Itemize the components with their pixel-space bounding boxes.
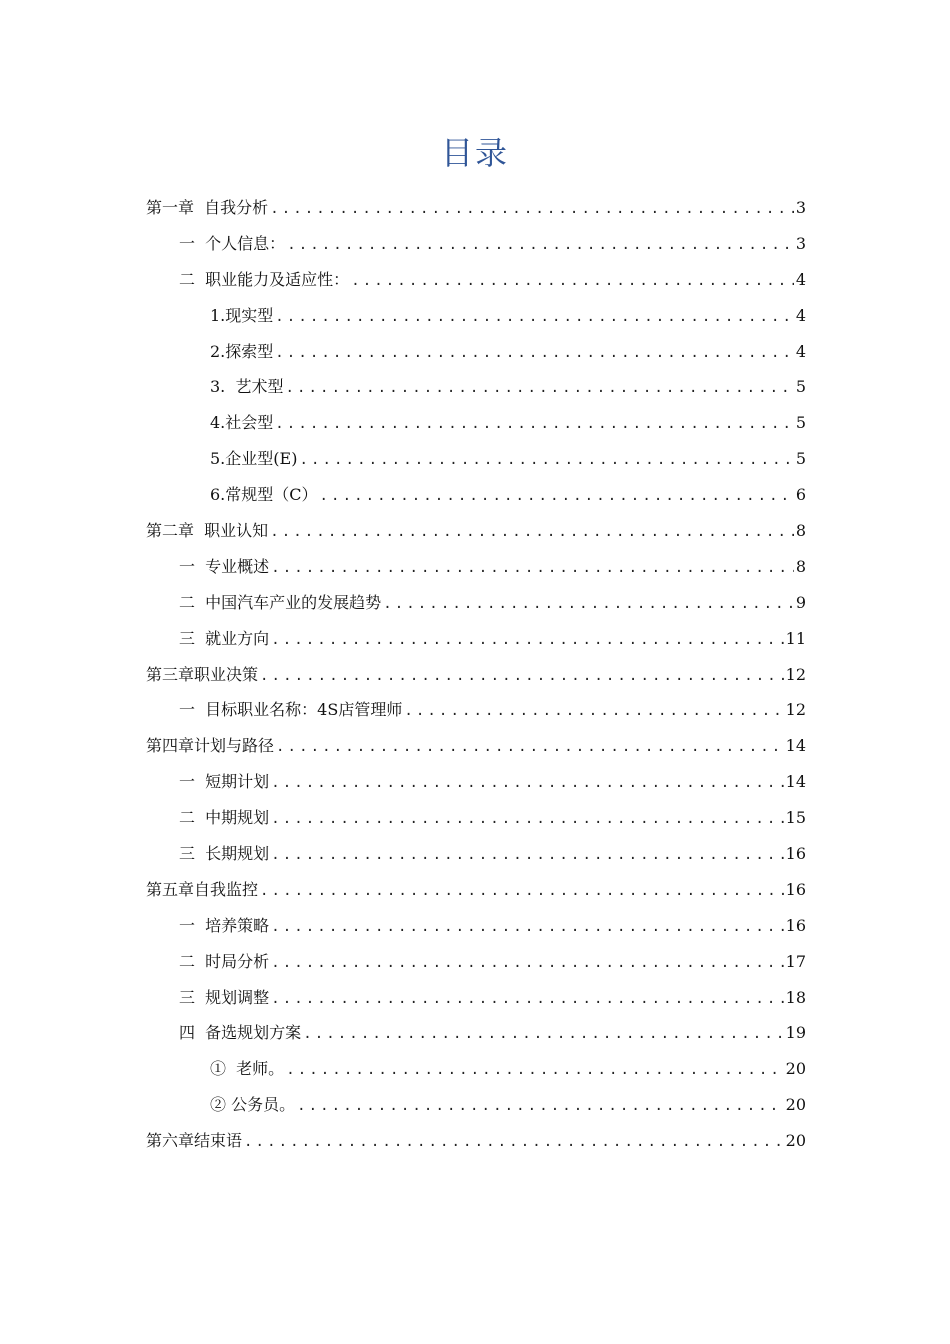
toc-entry-label: 一 培养策略: [179, 915, 270, 935]
toc-page-number: 16: [785, 915, 806, 935]
dot-leader: [271, 766, 783, 802]
toc-page-number: 20: [785, 1059, 806, 1079]
page-title: 目录: [440, 134, 509, 172]
toc-entry-chapter-3[interactable]: [146, 657, 806, 693]
toc-entry-label: 三 长期规划: [179, 844, 270, 864]
toc-entry-label: 四 备选规划方案: [179, 1023, 302, 1043]
toc-entry-label: 5.企业型(E): [210, 449, 298, 469]
toc-entry-label: 第一章 自我分析: [146, 198, 269, 217]
toc-entry[interactable]: [146, 441, 806, 477]
toc-entry[interactable]: [146, 585, 806, 621]
toc-entry-chapter-1[interactable]: [146, 190, 806, 226]
toc-page-number: 5: [795, 377, 806, 397]
toc-entry[interactable]: [146, 800, 806, 836]
dot-leader: [270, 515, 794, 551]
dot-leader: [271, 982, 783, 1018]
toc-entry-label: ② 公务员。: [210, 1095, 296, 1115]
table-of-contents: [146, 190, 806, 1159]
toc-page-number: 18: [785, 987, 806, 1007]
dot-leader: [275, 336, 794, 372]
toc-entry[interactable]: [146, 369, 806, 405]
dot-leader: [271, 946, 783, 982]
dot-leader: [271, 623, 783, 659]
toc-entry-label: 第五章自我监控: [146, 879, 259, 899]
dot-leader: [260, 659, 784, 695]
toc-entry[interactable]: [146, 549, 806, 585]
toc-entry-label: 第四章计划与路径: [146, 736, 275, 756]
toc-entry-chapter-2[interactable]: [146, 513, 806, 549]
toc-entry-label: 第六章结束语: [146, 1131, 243, 1151]
dot-leader: [303, 1017, 783, 1053]
dot-leader: [297, 1089, 784, 1125]
toc-entry-chapter-5[interactable]: [146, 872, 806, 908]
toc-entry-chapter-4[interactable]: [146, 728, 806, 764]
dot-leader: [286, 1053, 783, 1089]
dot-leader: [270, 192, 794, 228]
toc-entry-chapter-6[interactable]: [146, 1123, 806, 1159]
toc-page-number: 5: [795, 449, 806, 469]
toc-page-number: 16: [785, 844, 806, 864]
dot-leader: [351, 264, 794, 300]
toc-entry[interactable]: [146, 262, 806, 298]
dot-leader: [271, 910, 783, 946]
toc-entry-label: 一 个人信息：: [179, 233, 286, 253]
toc-page-number: 20: [785, 1131, 806, 1151]
dot-leader: [287, 228, 794, 264]
toc-entry[interactable]: [146, 334, 806, 370]
toc-page-number: 12: [785, 664, 806, 684]
toc-page-number: 12: [785, 700, 806, 720]
toc-page-number: 14: [785, 772, 806, 792]
dot-leader: [404, 694, 783, 730]
toc-entry[interactable]: [146, 1015, 806, 1051]
dot-leader: [275, 407, 794, 443]
toc-page-number: 6: [795, 485, 806, 505]
toc-page-number: 5: [795, 413, 806, 433]
toc-page-number: 3: [795, 233, 806, 253]
toc-entry[interactable]: [146, 908, 806, 944]
toc-page-number: 19: [785, 1023, 806, 1043]
toc-page-number: 14: [785, 736, 806, 756]
toc-entry[interactable]: [146, 836, 806, 872]
toc-entry-label: 二 时局分析: [179, 951, 270, 971]
toc-entry[interactable]: [146, 621, 806, 657]
toc-page-number: 20: [785, 1095, 806, 1115]
toc-page-number: 17: [785, 951, 806, 971]
toc-entry[interactable]: [146, 298, 806, 334]
dot-leader: [320, 479, 794, 515]
dot-leader: [271, 551, 794, 587]
toc-entry[interactable]: [146, 944, 806, 980]
toc-entry-label: 二 中国汽车产业的发展趋势: [179, 592, 382, 612]
toc-page-number: 8: [795, 556, 806, 576]
dot-leader: [285, 371, 793, 407]
toc-entry-label: 1.现实型: [210, 305, 274, 325]
toc-entry[interactable]: [146, 980, 806, 1016]
toc-entry[interactable]: [146, 764, 806, 800]
dot-leader: [271, 838, 783, 874]
toc-entry-label: 二 职业能力及适应性：: [179, 269, 350, 289]
toc-entry[interactable]: [146, 477, 806, 513]
dot-leader: [275, 300, 794, 336]
dot-leader: [260, 874, 784, 910]
dot-leader: [271, 802, 783, 838]
toc-page-number: 15: [785, 808, 806, 828]
toc-page-number: 16: [785, 879, 806, 899]
toc-entry[interactable]: [146, 1051, 806, 1087]
toc-entry-label: 一 目标职业名称：4S店管理师: [179, 700, 403, 720]
toc-page-number: 3: [795, 198, 806, 217]
dot-leader: [244, 1125, 784, 1161]
toc-entry-label: 一 短期计划: [179, 772, 270, 792]
dot-leader: [276, 730, 784, 766]
toc-page-number: 4: [795, 305, 806, 325]
dot-leader: [299, 443, 793, 479]
toc-page-number: 4: [795, 341, 806, 361]
toc-entry[interactable]: [146, 405, 806, 441]
toc-entry[interactable]: [146, 692, 806, 728]
toc-entry-label: 第二章 职业认知: [146, 521, 269, 541]
toc-entry-label: 4.社会型: [210, 413, 274, 433]
toc-entry-label: 6.常规型（C）: [210, 485, 318, 505]
toc-page-number: 9: [795, 592, 806, 612]
toc-page-number: 8: [795, 521, 806, 541]
toc-page-number: 4: [795, 269, 806, 289]
toc-page-number: 11: [785, 628, 806, 648]
toc-entry-label: 三 规划调整: [179, 987, 270, 1007]
toc-entry-label: 二 中期规划: [179, 808, 270, 828]
toc-entry-label: 3. 艺术型: [210, 377, 284, 397]
toc-entry-label: 第三章职业决策: [146, 664, 259, 684]
toc-entry[interactable]: [146, 1087, 806, 1123]
toc-entry-label: ① 老师。: [210, 1059, 285, 1079]
toc-entry[interactable]: [146, 226, 806, 262]
dot-leader: [383, 587, 794, 623]
toc-entry-label: 2.探索型: [210, 341, 274, 361]
toc-entry-label: 三 就业方向: [179, 628, 270, 648]
toc-entry-label: 一 专业概述: [179, 556, 270, 576]
